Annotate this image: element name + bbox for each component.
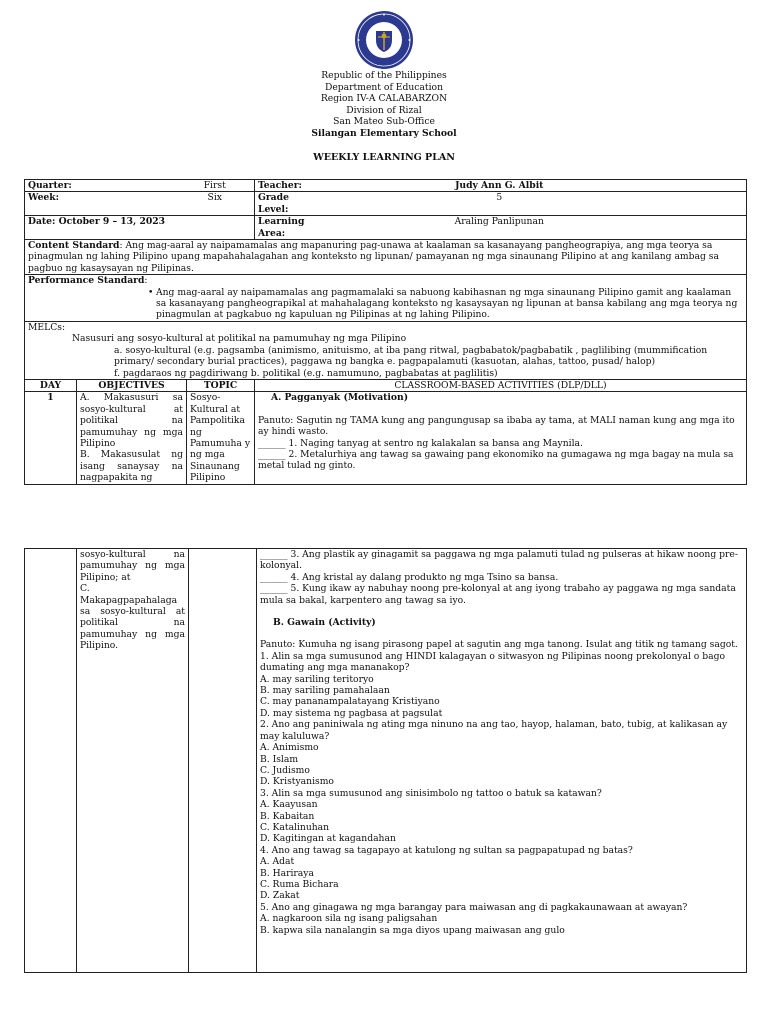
question-line: 1. Alin sa mga sumusunod ang HINDI kalagayan o sitwasyon ng Pilipinas noong prekolonyal o bago dumating ang mga mananakop? <box>260 650 726 674</box>
question-line: D. may sistema ng pagbasa at pagsulat <box>260 707 443 719</box>
performance-standard-bullet <box>28 287 743 321</box>
motivation-title: A. Pagganyak (Motivation) <box>271 392 409 404</box>
question-line: B. Kabaitan <box>260 810 315 822</box>
objective-a: A. Makasusuri sa sosyo-kultural at politikal na pamumuhay ng mga Pilipino <box>80 392 183 449</box>
melc-main: Nasusuri ang sosyo-kultural at politikal na pamumuhay ng mga Pilipino <box>72 333 407 345</box>
quarter-label: Quarter: <box>28 180 72 191</box>
melcs-row <box>25 321 747 379</box>
letterhead-line: Republic of the Philippines <box>321 70 447 81</box>
column-header-row <box>25 379 747 391</box>
question-line: A. nagkaroon sila ng isang paligsahan <box>260 913 438 925</box>
week-value: Six <box>187 192 255 216</box>
melc-item-a-cont: primary/ secondary burial practices), paggawa ng bangka e. pagpapalamuti (kasuotan, alahas, tattoo, pusad/ halop) <box>114 356 656 368</box>
performance-standard-text: • Ang mag-aaral ay naipamamalas ang pagmamalaki sa nabuong kabihasnan ng mga sinaunang Pilipino gamit ang kaalaman sa kasanayang pangheograpikal at mahahalagang konteksto ng kasaysayan ng lipunan at bansa kabilang ang mga teorya ng pinagmulan at pagkabuo ng kapuluan ng Pilipinas at ng lahing Pilipino. <box>156 286 738 321</box>
area-value: Araling Panlipunan <box>310 216 747 240</box>
topic-cell: Sosyo-Kultural at Pampolitika ng Pamumuha y ng mga Sinaunang Pilipino <box>187 392 255 484</box>
melc-item-f: f. pagdaraos ng pagdiriwang b. politikal (e.g. namumuno, pagbabatas at paglilitis) <box>114 367 498 379</box>
quarter-value: First <box>187 180 255 192</box>
letterhead-line: Division of Rizal <box>346 104 422 116</box>
weekly-learning-plan-table-continued <box>24 548 747 973</box>
objective-b: B. Makasusulat ng isang sanaysay na nagpapakita ng <box>80 449 183 484</box>
objectives-cell-continued <box>77 549 189 973</box>
question-line: C. Katalinuhan <box>260 821 330 833</box>
day-cell-continued <box>25 549 77 973</box>
week-label: Week: <box>28 192 60 204</box>
motivation-item: ______ 1. Naging tanyag at sentro ng kalakalan sa bansa ang Maynila. <box>258 437 583 449</box>
question-line: 5. Ano ang ginagawa ng mga barangay para maiwasan ang di pagkakaunawaan at awayan? <box>260 901 688 913</box>
info-row-quarter <box>25 180 747 192</box>
content-standard-row <box>25 240 747 275</box>
date-label: Date: October 9 – 13, 2023 <box>25 216 255 240</box>
question-line: B. may sariling pamahalaan <box>260 685 390 697</box>
objective-b-cont: sosyo-kultural na pamumuhay ng mga Pilipino; at <box>80 549 185 583</box>
document-page-2 <box>0 536 768 1024</box>
question-line: B. kapwa sila nanalangin sa mga diyos upang maiwasan ang gulo <box>260 924 565 936</box>
day-1-row-continued <box>25 549 747 973</box>
question-line: B. Hariraya <box>260 867 314 879</box>
col-topic: TOPIC <box>187 379 255 391</box>
melc-item-a: a. sosyo-kultural (e.g. pagsamba (animismo, anituismo, at iba pang ritwal, pagbabatok/pagbabatik , paglilibing (mummification <box>114 344 708 356</box>
question-line: A. may sariling teritoryo <box>260 673 374 685</box>
objective-c: C. Makapagpapahalaga sa sosyo-kultural at politikal na pamumuhay ng mga Pilipino. <box>80 583 185 652</box>
melcs-label: MELCs: <box>28 321 66 333</box>
school-name: Silangan Elementary School <box>311 127 457 139</box>
activities-cell-continued <box>257 549 747 973</box>
teacher-label: Teacher: <box>258 180 302 191</box>
question-line: A. Kaayusan <box>260 799 318 811</box>
question-line: C. Ruma Bichara <box>260 878 339 890</box>
grade-label: Grade Level: <box>258 192 289 215</box>
question-line: C. may pananampalatayang Kristiyano <box>260 696 440 708</box>
motivation-item: ______ 4. Ang kristal ay dalang produkto ng mga Tsino sa bansa. <box>260 571 559 583</box>
motivation-item: ______ 2. Metalurhiya ang tawag sa gawaing pang ekonomiko na gumagawa ng mga bagay na mula sa metal tulad ng ginto. <box>258 448 734 472</box>
motivation-item: ______ 5. Kung ikaw ay nabuhay noong pre-kolonyal at ang iyong trabaho ay paggawa ng mga sandata mula sa bakal, karpentero ang tawag sa iyo. <box>260 583 736 606</box>
topic-cell-continued <box>189 549 257 973</box>
motivation-item: ______ 3. Ang plastik ay ginagamit sa paggawa ng mga palamuti tulad ng pulseras at hikaw noong pre-kolonyal. <box>260 549 738 572</box>
question-line: C. Judismo <box>260 764 310 776</box>
day-number: 1 <box>25 392 77 484</box>
letterhead <box>0 70 768 140</box>
grade-value: 5 <box>310 192 747 216</box>
teacher-value: Judy Ann G. Albit <box>310 180 747 192</box>
document-page-1 <box>0 0 768 500</box>
question-line: 3. Alin sa mga sumusunod ang sinisimbolo ng tattoo o batuk sa katawan? <box>260 787 602 799</box>
question-line: A. Animismo <box>260 742 319 754</box>
activity-title: B. Gawain (Activity) <box>273 617 376 629</box>
weekly-learning-plan-table <box>24 179 747 485</box>
content-standard-text: : Ang mag-aaral ay naipamamalas ang mapanuring pag-unawa at kaalaman sa kasanayang pangheograpiya, ang mga teorya sa pinagmulan ng lahing Pilipino upang mapahahalagahan ang konteksto ng lipunan/ pamayanan ng mga sinaunang Pilipino at ang kanilang ambag sa pagbuo ng kasaysayan ng Pilipinas. <box>28 240 719 274</box>
question-line: D. Zakat <box>260 890 300 902</box>
question-line: A. Adat <box>260 856 295 868</box>
deped-seal-icon <box>354 10 414 70</box>
col-objectives: OBJECTIVES <box>77 379 187 391</box>
question-line: 4. Ano ang tawag sa tagapayo at katulong ng sultan sa pagpapatupad ng batas? <box>260 844 633 856</box>
day-1-row <box>25 392 747 484</box>
area-label: Learning Area: <box>258 216 305 239</box>
question-line: B. Islam <box>260 753 299 765</box>
question-line: D. Kagitingan at kagandahan <box>260 833 396 845</box>
performance-standard-colon: : <box>144 275 148 287</box>
info-row-week <box>25 192 747 216</box>
question-line: 2. Ano ang paniniwala ng ating mga ninuno na ang tao, hayop, halaman, bato, tubig, at kalikasan ay may kaluluwa? <box>260 719 728 742</box>
activities-cell <box>255 392 747 484</box>
objectives-cell <box>77 392 187 484</box>
letterhead-line: Region IV-A CALABARZON <box>320 93 448 105</box>
performance-standard-label: Performance Standard <box>28 275 145 287</box>
performance-standard-row <box>25 275 747 322</box>
col-activities: CLASSROOM-BASED ACTIVITIES (DLP/DLL) <box>255 379 747 391</box>
col-day: DAY <box>25 379 77 391</box>
document-title: WEEKLY LEARNING PLAN <box>313 152 455 163</box>
letterhead-line: San Mateo Sub-Office <box>333 116 435 128</box>
letterhead-line: Department of Education <box>325 81 443 93</box>
activity-instructions: Panuto: Kumuha ng isang pirasong papel at sagutin ang mga tanong. Isulat ang titik ng tamang sagot. <box>260 639 738 651</box>
motivation-instructions: Panuto: Sagutin ng TAMA kung ang pangungusap sa ibaba ay tama, at MALI naman kung ang mga ito ay hindi wasto. <box>258 414 735 438</box>
info-row-date <box>25 216 747 240</box>
question-line: D. Kristyanismo <box>260 776 334 788</box>
content-standard-label: Content Standard <box>28 240 120 252</box>
